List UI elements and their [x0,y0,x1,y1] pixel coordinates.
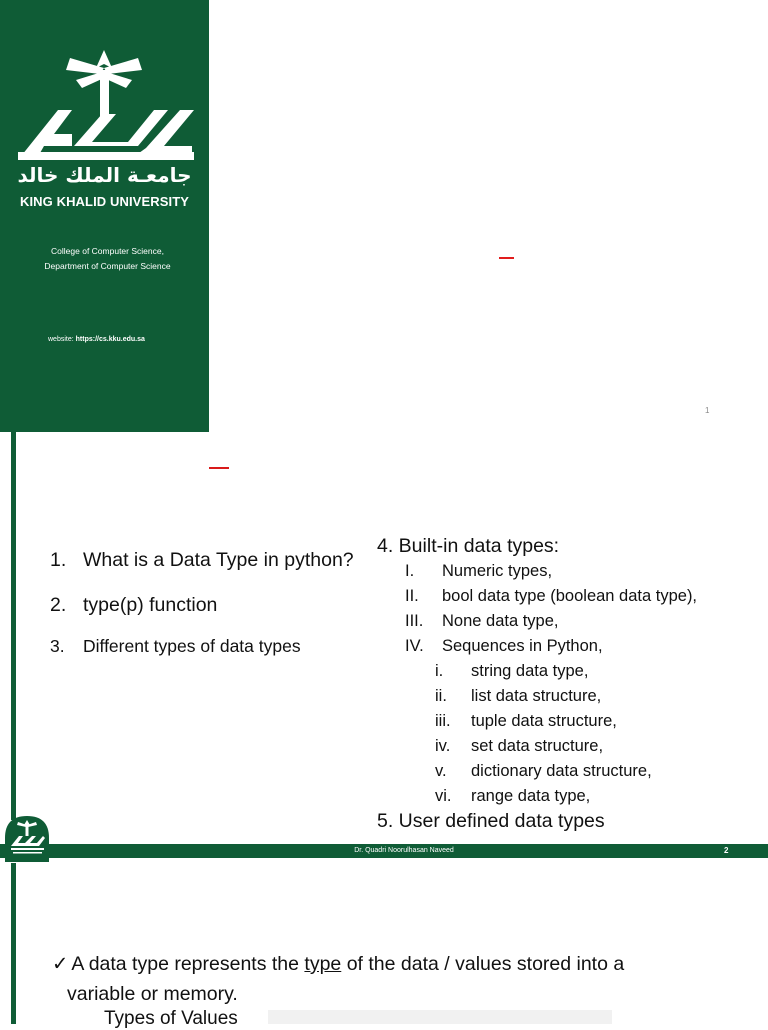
list-number: i. [435,662,444,680]
list-text: None data type, [442,612,559,630]
page-number: 1 [705,406,710,415]
list-item [50,548,360,573]
sub-list-item [377,734,768,759]
footer-author: Dr. Quadri Noorulhasan Naveed [354,847,454,854]
college-line: College of Computer Science, [51,246,164,256]
list-text: bool data type (boolean data type), [442,587,698,605]
list-item [50,636,360,657]
list-text: Different types of data types [83,636,301,656]
list-text: What is a Data Type in python? [83,549,354,571]
university-logo-icon [14,48,198,168]
list-number: iv. [435,737,451,755]
list-item [377,609,768,634]
list-number: 1. [50,549,67,571]
brand-panel [0,0,209,432]
list-text: string data type, [471,662,589,680]
list-number: III. [405,612,424,630]
website-line [48,336,145,343]
list-number: iii. [435,712,451,730]
definition-part: of the data / values stored into a [341,953,625,975]
user-defined-title: 5. User defined data types [377,810,605,832]
university-name-english: KING KHALID UNIVERSITY [19,194,190,209]
checkmark-icon: ✓ [52,953,69,975]
list-text: range data type, [471,787,591,805]
list-number: 3. [50,636,65,656]
list-number: 2. [50,594,67,616]
department-line: Department of Computer Science [44,261,171,271]
table-placeholder [268,1010,612,1024]
footer-logo-icon [3,816,51,862]
footer-page-number: 2 [724,846,729,855]
list-text: tuple data structure, [471,712,617,730]
sub-list-item [377,759,768,784]
list-text: dictionary data structure, [471,762,652,780]
list-text: type(p) function [83,594,218,616]
left-accent-bar [11,432,16,820]
definition-line-2: variable or memory. [67,983,238,1005]
list-number: v. [435,762,447,780]
contents-slide [0,432,768,862]
college-info [0,244,215,274]
list-item [377,559,768,584]
builtin-title: 4. Built-in data types: [377,535,560,557]
left-accent-bar [11,863,16,1024]
builtin-types-list [377,533,768,834]
list-item [377,634,768,659]
list-text: list data structure, [471,687,602,705]
definition-part: A data type represents the [71,953,305,975]
list-number: ii. [435,687,447,705]
underlined-word: type [304,953,342,975]
types-heading: Types of Values [104,1008,238,1029]
list-text: set data structure, [471,737,604,755]
definition-line-1 [52,949,732,979]
title-slide [0,0,768,432]
list-text: Sequences in Python, [442,637,603,655]
list-number: II. [405,587,419,605]
website-link[interactable]: https://cs.kku.edu.sa [75,336,145,343]
university-name-arabic: جامعـة الملك خالد [17,163,192,187]
list-number: IV. [405,637,424,655]
sub-list-item [377,684,768,709]
list-number: vi. [435,787,452,805]
list-item [377,584,768,609]
list-text: Numeric types, [442,562,553,580]
title-accent-dash [209,467,229,469]
list-item [50,594,360,617]
title-accent-dash [499,257,514,259]
sub-list-item [377,784,768,809]
slide-footer [0,844,768,858]
definition-text [52,949,732,1009]
definition-slide [0,863,768,1029]
website-label: website: [48,336,74,343]
sub-list-item [377,709,768,734]
topics-list [50,548,360,657]
list-number: I. [405,562,415,580]
sub-list-item [377,659,768,684]
